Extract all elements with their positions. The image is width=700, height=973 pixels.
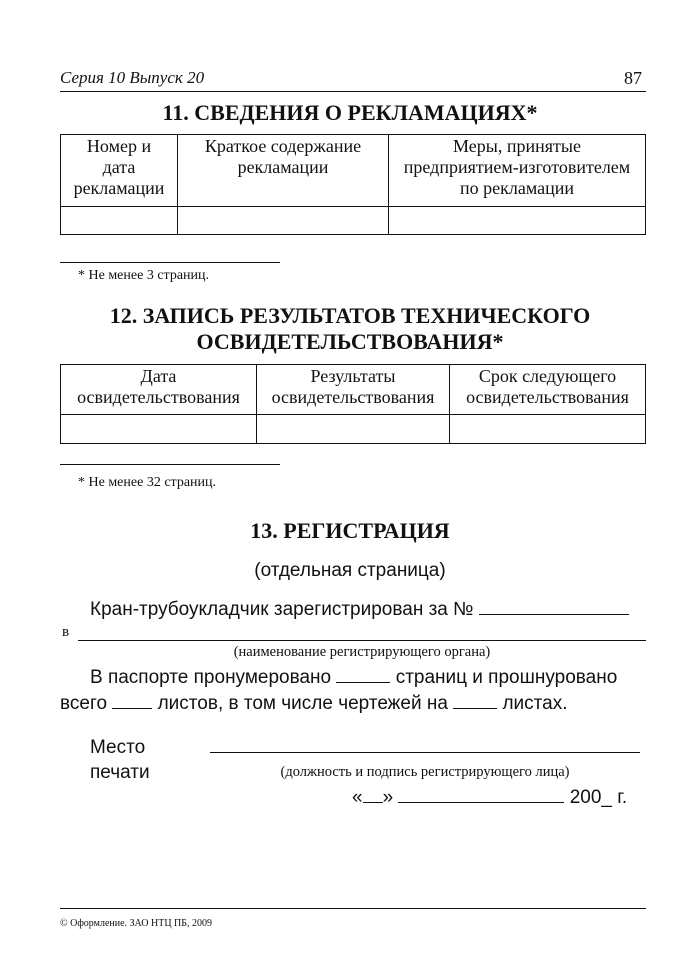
header-text-line: Дата — [140, 366, 177, 386]
passport-text-1: В паспорте пронумеровано — [90, 667, 332, 688]
header-text-line: освидетельствования — [77, 387, 240, 407]
table-cell — [178, 207, 389, 235]
header-text-line: дата — [102, 157, 136, 177]
date-close-quote: » — [382, 787, 394, 808]
header-text-line: Срок следующего — [478, 366, 617, 386]
table-row — [61, 207, 646, 235]
year-text: 200_ г. — [569, 787, 628, 808]
table-header-row — [61, 135, 646, 207]
column-header-results — [257, 365, 450, 415]
signature-caption: (должность и подпись регистрирующего лица) — [280, 764, 570, 780]
date-line — [352, 784, 627, 809]
section-12-title-line2: ОСВИДЕТЕЛЬСТВОВАНИЯ* — [196, 329, 504, 354]
stamp-place-line1: Место — [90, 737, 146, 758]
drawings-sheets-field[interactable] — [453, 690, 497, 709]
signature-field[interactable] — [210, 752, 640, 753]
organ-caption: (наименование регистрирующего органа) — [233, 644, 491, 660]
pages-count-field[interactable] — [336, 664, 390, 683]
header-text-line: Номер и — [86, 136, 152, 156]
series-label: Серия 10 Выпуск 20 — [60, 68, 205, 87]
total-prefix: всего — [60, 693, 108, 714]
header-text-line: Краткое содержание — [204, 136, 362, 156]
section-12-title-line1: 12. ЗАПИСЬ РЕЗУЛЬТАТОВ ТЕХНИЧЕСКОГО — [109, 303, 591, 328]
footnote-11: * Не менее 3 страниц. — [78, 268, 210, 283]
header-text-line: предприятием-изготовителем — [403, 157, 631, 177]
header-text-line: освидетельствования — [466, 387, 629, 407]
page-number: 87 — [624, 68, 642, 88]
month-field[interactable] — [398, 784, 564, 803]
registration-line — [90, 596, 629, 621]
passport-text-2: страниц и прошнуровано — [395, 667, 618, 688]
sheets-text: листов, в том числе чертежей на — [157, 693, 448, 714]
header-text-line: Результаты — [310, 366, 396, 386]
column-header-measures — [389, 135, 646, 207]
header-text-line: по рекламации — [460, 178, 574, 198]
passport-line — [90, 664, 617, 689]
column-header-date — [61, 365, 257, 415]
header-text-line: освидетельствования — [271, 387, 435, 407]
table-cell — [257, 415, 450, 444]
registration-number-field[interactable] — [479, 596, 629, 615]
organ-name-field[interactable] — [78, 640, 646, 641]
table-cell — [61, 415, 257, 444]
section-13-title: 13. РЕГИСТРАЦИЯ — [250, 518, 450, 543]
header-text-line: рекламации — [237, 157, 329, 177]
footer-divider — [60, 908, 646, 909]
section-13-subtitle: (отдельная страница) — [254, 560, 446, 581]
total-sheets-field[interactable] — [112, 690, 152, 709]
copyright: © Оформление. ЗАО НТЦ ПБ, 2009 — [60, 918, 213, 929]
date-open-quote: « — [352, 787, 363, 808]
registered-text: Кран-трубоукладчик зарегистрирован за № — [90, 599, 474, 620]
footnote-12: * Не менее 32 страниц. — [78, 475, 217, 490]
table-cell — [450, 415, 646, 444]
reclamations-table — [60, 134, 646, 235]
in-prefix: в — [62, 624, 70, 640]
day-field[interactable] — [363, 784, 383, 803]
section-11-title: 11. СВЕДЕНИЯ О РЕКЛАМАЦИЯХ* — [162, 100, 538, 125]
header-text-line: Меры, принятые — [453, 136, 581, 156]
inspection-table — [60, 364, 646, 444]
table-row — [61, 415, 646, 444]
footnote-divider — [60, 464, 280, 465]
header-text-line: рекламации — [73, 178, 165, 198]
table-header-row — [61, 365, 646, 415]
column-header-next-term — [450, 365, 646, 415]
table-cell — [389, 207, 646, 235]
stamp-place-line2: печати — [90, 762, 150, 783]
sheets-suffix: листах. — [502, 693, 568, 714]
footnote-divider — [60, 262, 280, 263]
table-cell — [61, 207, 178, 235]
column-header-number-date — [61, 135, 178, 207]
column-header-summary — [178, 135, 389, 207]
sheets-line — [60, 690, 568, 715]
header-divider — [60, 91, 646, 92]
